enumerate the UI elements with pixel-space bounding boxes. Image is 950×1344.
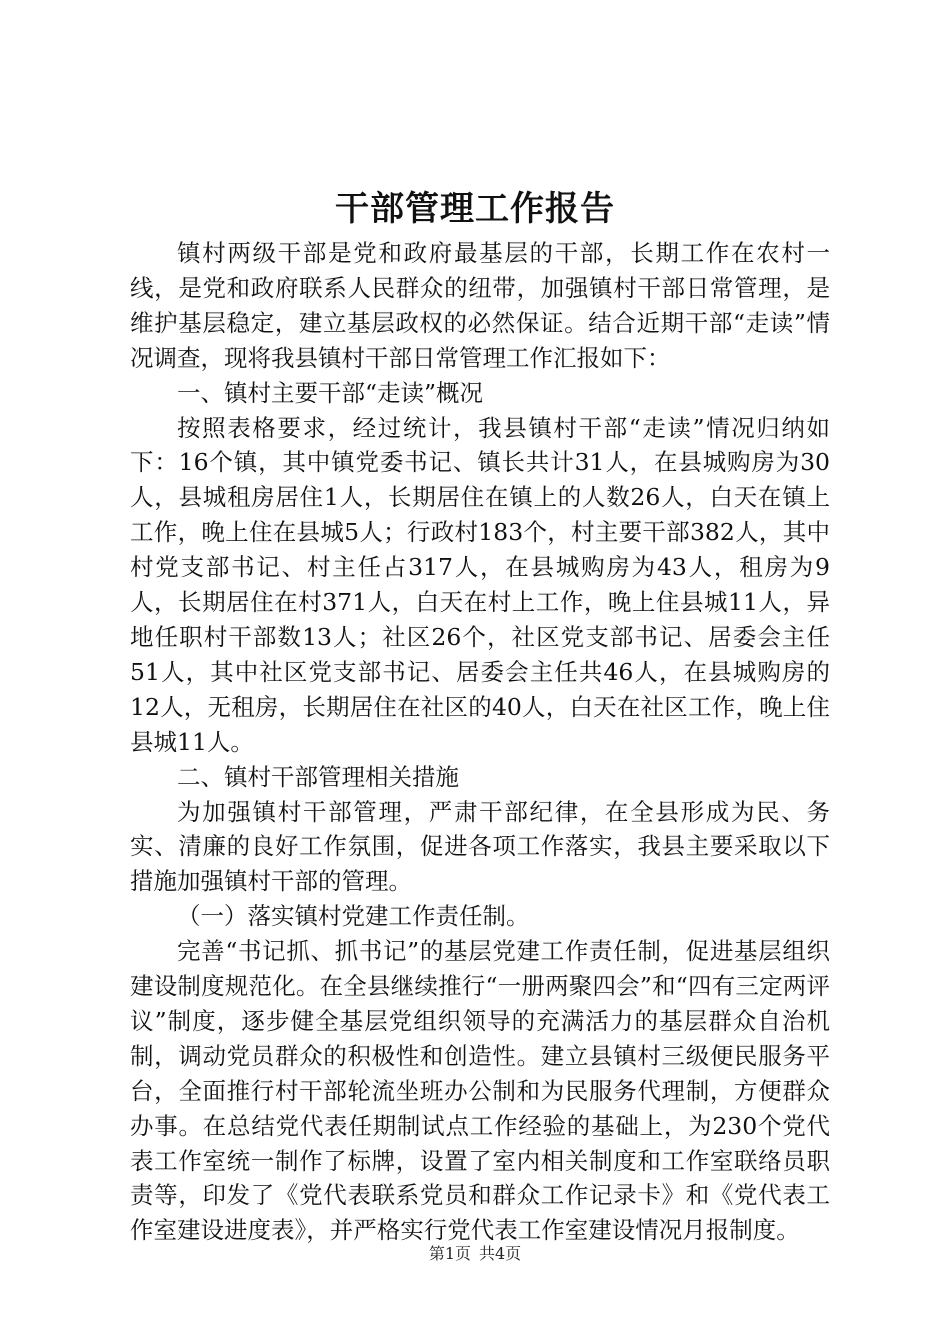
page-total: 共4页 xyxy=(479,1244,522,1263)
paragraph-statistics: 按照表格要求，经过统计，我县镇村干部“走读”情况归纳如下：16个镇，其中镇党委书记、镇长共计31人，在县城购房为30人，县城租房居住1人，长期居住在镇上的人数26人，白天在镇上工作，晚上住在县城5人；行政村183个，村主要干部382人，其中村党支部书记、村主任占317人，在县城购房为43人，租房为9人，长期居住在村371人，白天在村上工作，晚上住县城11人，异地任职村干部数13人；社区26个，社区党支部书记、居委会主任51人，其中社区党支部书记、居委会主任共46人，在县城购房的12人，无租房，长期居住在社区的40人，白天在社区工作，晚上住县城11人。 xyxy=(130,413,830,756)
subsection-heading-1: （一）落实镇村党建工作责任制。 xyxy=(177,902,530,931)
document-body xyxy=(130,236,830,1248)
paragraph-measures-intro: 为加强镇村干部管理，严肃干部纪律，在全县形成为民、务实、清廉的良好工作氛围，促进各项工作落实，我县主要采取以下措施加强镇村干部的管理。 xyxy=(130,797,830,896)
paragraph-responsibility: 完善“书记抓、抓书记”的基层党建工作责任制，促进基层组织建设制度规范化。在全县继续推行“一册两聚四会”和“四有三定两评议”制度，逐步健全基层党组织领导的充满活力的基层群众自治机制，调动党员群众的积极性和创造性。建立县镇村三级便民服务平台，全面推行村干部轮流坐班办公制和为民服务代理制，方便群众办事。在总结党代表任期制试点工作经验的基础上，为230个党代表工作室统一制作了标牌，设置了室内相关制度和工作室联络员职责等，印发了《党代表联系党员和群众工作记录卡》和《党代表工作室建设进度表》，并严格实行党代表工作室建设情况月报制度。 xyxy=(130,937,830,1245)
page-number: 第1页 xyxy=(428,1244,471,1263)
section-heading-2: 二、镇村干部管理相关措施 xyxy=(177,762,459,791)
section-heading-1: 一、镇村主要干部“走读”概况 xyxy=(177,378,484,407)
document-title: 干部管理工作报告 xyxy=(335,189,615,229)
paragraph-intro: 镇村两级干部是党和政府最基层的干部，长期工作在农村一线，是党和政府联系人民群众的纽带，加强镇村干部日常管理，是维护基层稳定，建立基层政权的必然保证。结合近期干部“走读”情况调查，现将我县镇村干部日常管理工作汇报如下： xyxy=(130,239,830,372)
page-footer xyxy=(0,1243,950,1265)
